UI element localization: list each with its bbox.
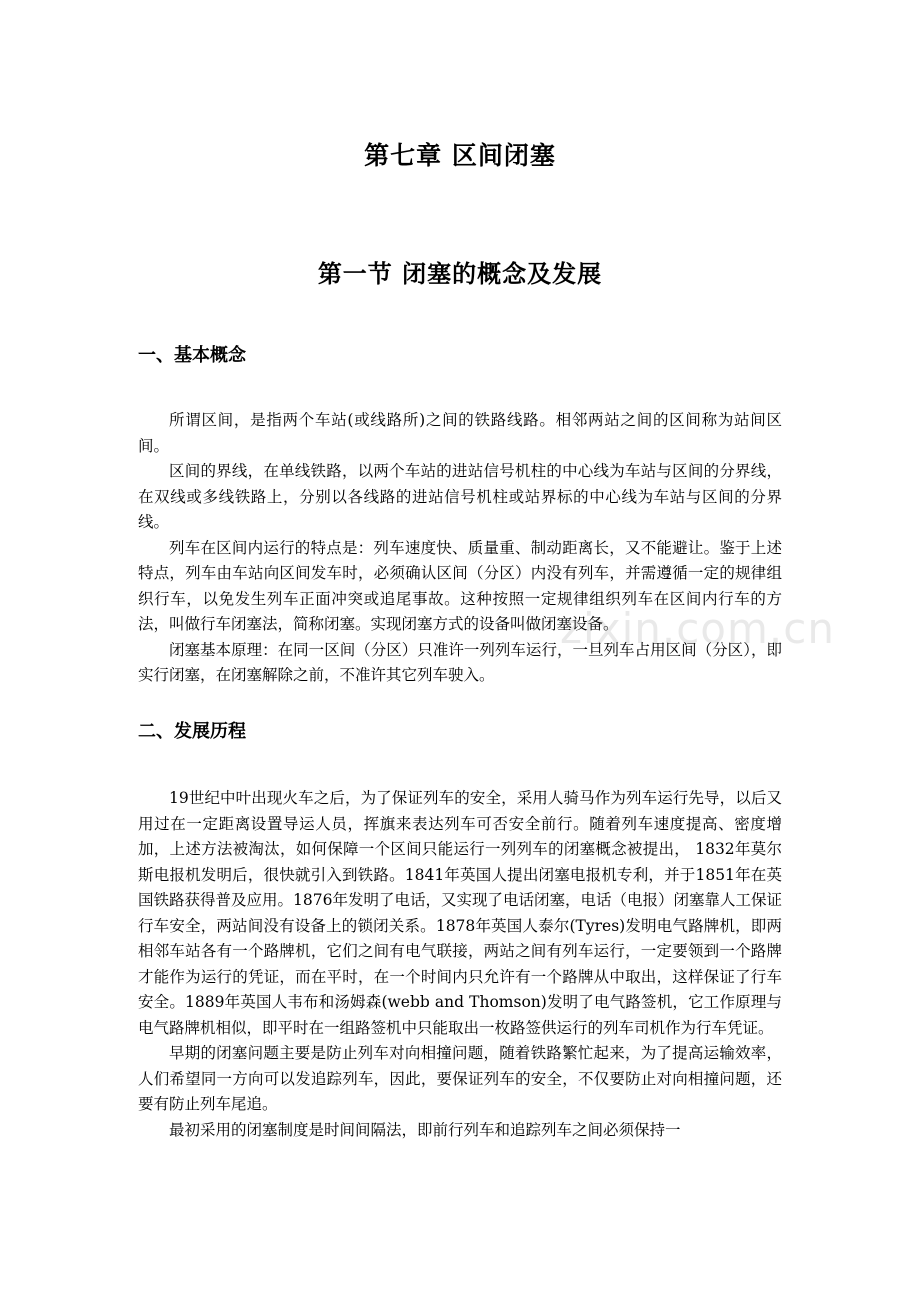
paragraph: 列车在区间内运行的特点是：列车速度快、质量重、制动距离长，又不能避让。鉴于上述特点，列车由车站向区间发车时，必须确认区间（分区）内没有列车，并需遵循一定的规律组织行车，以免发生列车正面冲突或追尾事故。这种按照一定规律组织列车在区间内行车的方法，叫做行车闭塞法，简称闭塞。实现闭塞方式的设备叫做闭塞设备。	[138, 538, 782, 633]
paragraph: 19世纪中叶出现火车之后，为了保证列车的安全，采用人骑马作为列车运行先导，以后又用过在一定距离设置导运人员，挥旗来表达列车可否安全前行。随着列车速度提高、密度增加，上述方法被淘汰，如何保障一个区间只能运行一列列车的闭塞概念被提出， 1832年莫尔斯电报机发明后，很快就引入到铁路。1841年英国人提出闭塞电报机专利，并于1851年在英国铁路获得普及应用。1876年发明了电话，又实现了电话闭塞，电话（电报）闭塞靠人工保证行车安全，两站间没有设备上的锁闭关系。1878年英国人泰尔(Tyres)发明电气路牌机，即两相邻车站各有一个路牌机，它们之间有电气联接，两站之间有列车运行，一定要领到一个路牌才能作为运行的凭证，而在平时，在一个时间内只允许有一个路牌从中取出，这样保证了行车安全。1889年英国人韦布和汤姆森(webb and Thomson)发明了电气路签机，它工作原理与电气路牌机相似，即平时在一组路签机中只能取出一枚路签供运行的列车司机作为行车凭证。	[138, 789, 782, 1037]
heading-basic-concept: 一、基本概念	[138, 345, 246, 366]
heading-history: 二、发展历程	[138, 721, 246, 742]
paragraph: 区间的界线，在单线铁路，以两个车站的进站信号机柱的中心线为车站与区间的分界线，在双线或多线铁路上，分别以各线路的进站信号机柱或站界标的中心线为车站与区间的分界线。	[138, 462, 782, 531]
watermark: zixin.com.cn	[560, 604, 835, 653]
paragraph: 所谓区间，是指两个车站(或线路所)之间的铁路线路。相邻两站之间的区间称为站间区间。	[138, 411, 782, 455]
chapter-title: 第七章 区间闭塞	[364, 141, 556, 170]
paragraph: 最初采用的闭塞制度是时间间隔法，即前行列车和追踪列车之间必须保持一	[169, 1120, 681, 1139]
paragraph: 早期的闭塞问题主要是防止列车对向相撞问题，随着铁路繁忙起来，为了提高运输效率，人们希望同一方向可以发追踪列车，因此，要保证列车的安全，不仅要防止对向相撞问题，还要有防止列车尾追。	[138, 1044, 782, 1113]
section-title: 第一节 闭塞的概念及发展	[317, 260, 603, 288]
history-body	[138, 786, 782, 1143]
paragraph: 闭塞基本原理：在同一区间（分区）只准许一列列车运行，一旦列车占用区间（分区），即实行闭塞，在闭塞解除之前，不准许其它列车驶入。	[138, 640, 782, 684]
